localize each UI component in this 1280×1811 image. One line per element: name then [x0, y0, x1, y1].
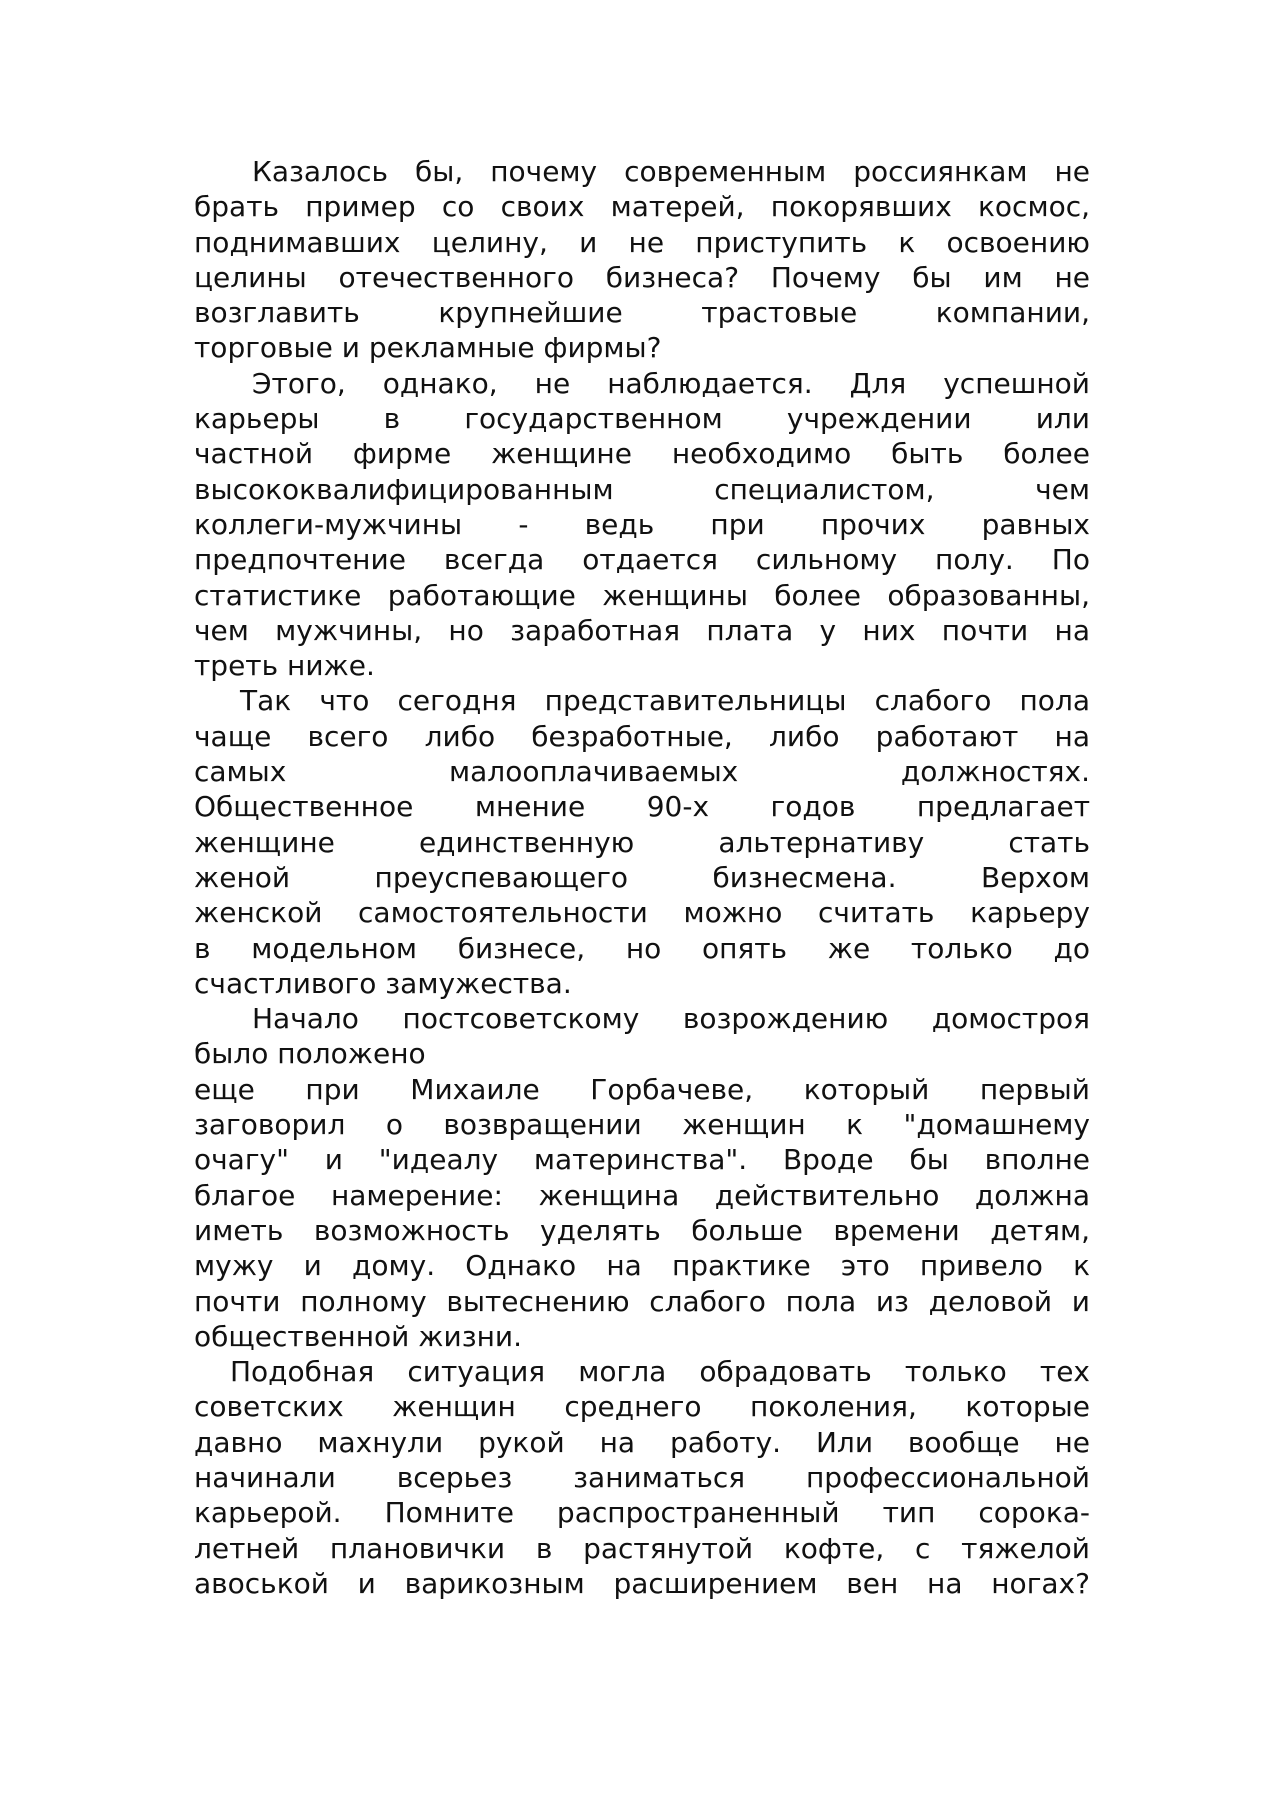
paragraph-5: [194, 1072, 1090, 1354]
text-line: женой преуспевающего бизнесмена. Верхом: [194, 860, 1090, 894]
text-line: поднимавших целину, и не приступить к освоению: [194, 225, 1090, 259]
text-line: женщине единственную альтернативу стать: [194, 825, 1090, 859]
text-line: высококвалифицированным специалистом, чем: [194, 472, 1090, 506]
text-line: мужу и дому. Однако на практике это привело к: [194, 1249, 1090, 1283]
text-line: советских женщин среднего поколения, которые: [194, 1390, 1090, 1424]
text-line: было положено: [194, 1037, 426, 1071]
text-line: благое намерение: женщина действительно должна: [194, 1178, 1090, 1212]
paragraph-2: [194, 366, 1090, 684]
text-line: коллеги-мужчины - ведь при прочих равных: [194, 507, 1090, 541]
text-line: чаще всего либо безработные, либо работают на: [194, 719, 1090, 753]
text-line: Этого, однако, не наблюдается. Для успешной: [252, 366, 1090, 400]
document-body: [194, 154, 1090, 1601]
paragraph-1: [194, 154, 1090, 366]
text-line: иметь возможность уделять больше времени детям,: [194, 1213, 1090, 1247]
text-line: начинали всерьез заниматься профессиональной: [194, 1460, 1090, 1494]
text-line: Казалось бы, почему современным россиянкам не: [252, 155, 1090, 188]
text-line: в модельном бизнесе, но опять же только до: [194, 931, 1090, 965]
text-line: женской самостоятельности можно считать карьеру: [194, 896, 1090, 930]
text-line: целины отечественного бизнеса? Почему бы им не: [194, 260, 1090, 294]
text-line: Так что сегодня представительницы слабого пола: [240, 684, 1090, 718]
text-line: чем мужчины, но заработная плата у них почти на: [194, 613, 1090, 647]
text-line: Общественное мнение 90-х годов предлагает: [194, 790, 1090, 824]
text-line: очагу" и "идеалу материнства". Вроде бы вполне: [194, 1143, 1090, 1177]
text-line: статистике работающие женщины более образованны,: [194, 578, 1090, 612]
text-line: карьеры в государственном учреждении или: [194, 402, 1090, 436]
text-line: давно махнули рукой на работу. Или вообще не: [194, 1425, 1090, 1459]
text-line: брать пример со своих матерей, покорявших космос,: [194, 190, 1090, 224]
paragraph-6: [194, 1354, 1090, 1601]
text-line: предпочтение всегда отдается сильному полу. По: [194, 543, 1090, 577]
paragraph-3: [194, 683, 1090, 1001]
text-line: счастливого замужества.: [194, 966, 572, 1000]
text-line: карьерой. Помните распространенный тип сорока-: [194, 1496, 1090, 1530]
text-line: Подобная ситуация могла обрадовать только тех: [230, 1355, 1090, 1389]
text-line: треть ниже.: [194, 649, 375, 683]
text-line: торговые и рекламные фирмы?: [194, 331, 662, 365]
text-line: частной фирме женщине необходимо быть более: [194, 437, 1090, 471]
text-line: почти полному вытеснению слабого пола из деловой и: [194, 1284, 1090, 1318]
text-line: заговорил о возвращении женщин к "домашнему: [194, 1108, 1090, 1142]
text-line: авоськой и варикозным расширением вен на ногах?: [194, 1566, 1090, 1600]
text-line: Начало постсоветскому возрождению домостроя: [252, 1002, 1090, 1036]
text-line: возглавить крупнейшие трастовые компании,: [194, 296, 1090, 330]
paragraph-4: [194, 1001, 1090, 1072]
text-line: самых малооплачиваемых должностях.: [194, 755, 1090, 789]
text-line: общественной жизни.: [194, 1319, 522, 1353]
text-line: летней плановички в растянутой кофте, с тяжелой: [194, 1531, 1090, 1565]
text-line: еще при Михаиле Горбачеве, который первый: [194, 1072, 1090, 1106]
